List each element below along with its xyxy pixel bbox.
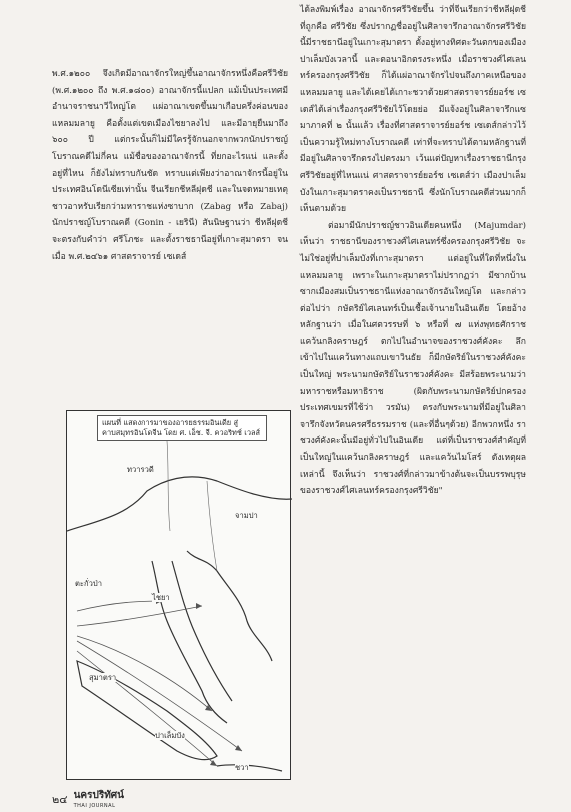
paragraph: ได้ลงพิมพ์เรื่อง อาณาจักรศรีวิชัยขึ้น ว่าที่จีนเรียกว่าชีหลีฝุดชี ที่ถูกคือ ศรีวิชัย ซึ่งปรากฏชื่ออยู่ในศิลาจารึกอาณาจักรศรีวิชัยนี้มีราชธานีอยู่ในเกาะสุมาตรา ตั้งอยู่ทางทิศตะวันตกของเมืองปาเล็มบังเวลานี้ และตอนาอิกตรงระหนึ่ง เมื่อราชวงศ์ไศเลนทร์ครองกรุงศรีวิชัย ก็ได้แผ่อาณาจักรไปจนถึงภาคเหนือของแหลมมลายู และได้เคยได้เกาะชวาด้วยศาสตราจารย์ยอร์ช เซเดส์ได้เล่าเรื่องกรุงศรีวิชัยไว้โดยย่อ มีแจ้งอยู่ในศิลาจารึกแซมาภาคที่ ๒ นั้นแล้ว เรื่องที่ศาสตราจารย์ยอร์ช เซเดส์กล่าวไว้ เป็นความรู้ใหม่ทางโบราณคดี เท่าที่จะทราบได้ตามหลักฐานที่มีอยู่ในศิลาจารึกตรงไปตรงมา เว้นแต่ปัญหาเรื่องราชธานีกรุงศรีวิชัยอยู่ที่ไหนแน่ ศาสตราจารย์ยอร์ช เซเดส์ว่า เมืองปาเล็มบังในเกาะสุมาตราคงเป็นราชธานี ซึ่งนักโบราณคดีส่วนมากก็เห็นตามด้วย [300, 5, 526, 215]
map-caption: แผนที่ แสดงการมาของอารยธรรมอินเดีย สู่คาบสมุทรอินโดจีน โดย ศ. เอ็ช. จี. ควอริทช์ เวลส์ [97, 415, 267, 441]
label-palembang: ปาเล็มบัง [155, 731, 185, 740]
paragraph: ต่อมามีนักปราชญ์ชาวอินเดียคนหนึ่ง (Majumdar) เห็นว่า ราชธานีของราชวงศ์ไศเลนทร์ซึ่งครองกรุงศรีวิชัย จะไม่ใช่อยู่ที่ปาเล็มบังที่เกาะสุมาตรา แต่อยู่ในที่ใดที่หนึ่งในแหลมมลายู เพราะในเกาะสุมาตราไม่ปรากฏว่า มีซากบ้านซากเมืองสมเป็นราชธานีแห่งอาณาจักรอันใหญ่โต และกล่าวต่อไปว่า กษัตริย์ไศเลนทร์เป็นเชื้อเจ้านายในอินเดีย โดยอ้างหลักฐานว่า เมื่อในศตวรรษที่ ๖ หรือที่ ๗ แห่งพุทธศักราช แคว้นกลิงคราษฎร์ ตกไปในอำนาจของราชวงศ์คังคะ ลึกเข้าไปในแคว้นทางแถบเขาวินธัย ก็มีกษัตริย์ในราชวงศ์คังคะเป็นใหญ่ พระนามกษัตริย์ในราชวงศ์คังคะ มีสร้อยพระนามว่า มหาราชหรือมหาธิราช (ผิดกับพระนามกษัตริย์ปกครองประเทศเขมรที่ใช้ว่า วรมัน) ตรงกับพระนามที่มีอยู่ในศิลาจารึกจังหวัดนครศรีธรรมราช (และที่อื่นๆด้วย) อีกพวกหนึ่ง ราชวงศ์คังคะนั้นมีอยู่ทั่วไปในอินเดีย แต่ที่เป็นราชวงศ์สำคัญที่เป็นใหญ่ในแคว้นกลิงคราษฎร์ และแคว้นไมโสร์ ดังเหตุผลเหล่านี้ จึงเห็นว่า ราชวงศ์ที่กล่าวมาข้างต้นจะเป็นบรรพบุรุษของราชวงศ์ไศเลนทร์ครองกรุงศรีวิชัย" [300, 220, 526, 497]
label-thawatwadi: ทวารวดี [127, 465, 154, 474]
right-text-column [300, 2, 526, 500]
brand-logo [74, 788, 124, 809]
map-figure [66, 410, 291, 780]
left-text-column [52, 66, 288, 265]
label-java: ชวา [235, 763, 249, 772]
brand-subtitle: THAI JOURNAL [73, 803, 116, 809]
page-number: ๒๔ [52, 792, 68, 806]
label-takuapa: ตะกั่วป่า [75, 579, 102, 588]
label-chaiya: ไชยา [152, 593, 170, 602]
paragraph: พ.ศ.๑๒๐๐ จึงเกิดมีอาณาจักรใหญ่ขึ้นอาณาจักรหนึ่งคือศรีวิชัย (พ.ศ.๑๒๐๐ ถึง พ.ศ.๑๘๐๐) อาณาจักรนี้แปลก แม้เป็นประเทศมีอำนาจราชนาวีใหญ่โต แผ่อาณาเขตขึ้นมาเกือบครึ่งค่อนของแหลมมลายู คือตั้งแต่เขตเมืองไชยาลงไป และมีอายุยืนมาถึง ๖๐๐ ปี แต่กระนั้นก็ไม่มีใครรู้จักนอกจากพวกนักปราชญ์โบราณคดีไม่กี่คน แม้ชื่อของอาณาจักรนี้ ที่ยกอะไรแน่ และตั้งอยู่ที่ไหน ก็ยังไม่ทราบกันชัด ทราบแต่เพียงว่าอาณาจักรนี้อยู่ในประเทศอินโดนีเซียเท่านั้น จีนเรียกชีหลีฝุดชี และในจดหมายเหตุชาวอาหรับเรียกว่ามหาราชแห่งซาบาก (Zabag หรือ Zabaj) นักปราชญ์โบราณคดี (Gonin - เยรินี) สันนิษฐานว่า ชีหลีฝุดชีจะตรงกับคำว่า ศรีโภชะ และตั้งราชธานีอยู่ที่เกาะสุมาตรา จนเมื่อ พ.ศ.๒๔๖๑ ศาสตราจารย์ เซเดส์ [52, 69, 288, 262]
map-drawing [67, 411, 292, 781]
brand-name: นครปริทัศน์ [73, 790, 124, 801]
label-sumatra: สุมาตรา [89, 673, 117, 682]
page-footer [52, 788, 124, 809]
label-champa: จามปา [235, 511, 258, 520]
